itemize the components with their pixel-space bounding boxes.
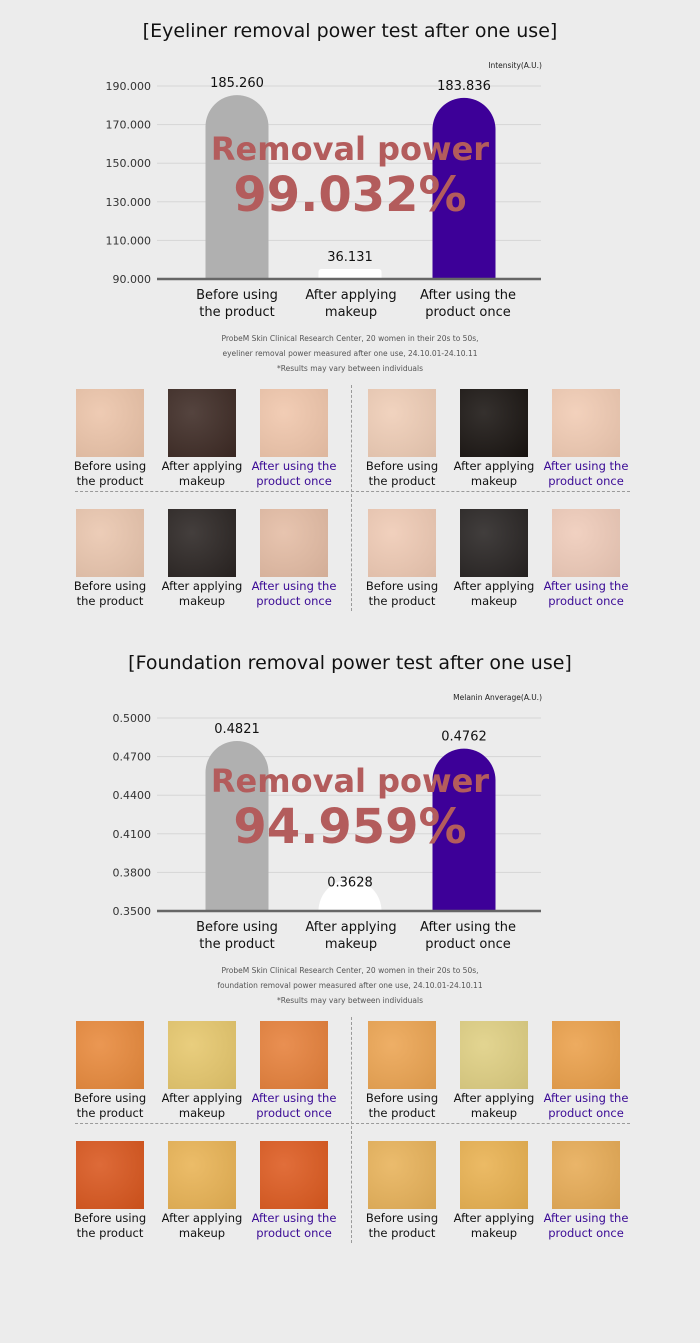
- photo-cell: [249, 509, 339, 609]
- caption-line: product once: [548, 474, 624, 488]
- photo-cell: [249, 1021, 339, 1121]
- caption-line: the product: [76, 594, 144, 608]
- photo-caption: [65, 459, 155, 489]
- photo-cell: [357, 1141, 447, 1241]
- caption-line: After applying: [161, 579, 243, 593]
- unit-label: Intensity(A.U.): [488, 61, 542, 70]
- caption-line: product once: [256, 474, 332, 488]
- photo-cell: [541, 389, 631, 489]
- photo-cell: [449, 1021, 539, 1121]
- caption-line: After using the: [543, 579, 629, 593]
- category-label-before: Before using the product: [196, 288, 278, 320]
- photo-cell: [357, 1021, 447, 1121]
- photo-caption: [157, 1211, 247, 1241]
- photo-cell: [157, 389, 247, 489]
- caption-line: After applying: [161, 459, 243, 473]
- makeup-photo: [460, 1141, 528, 1209]
- photo-cell: [249, 1141, 339, 1241]
- study-note: ProbeM Skin Clinical Research Center, 20 women in their 20s to 50s, eyeliner removal power measured after one use, 24.10.01-24.10.11 *Results may vary between individuals: [221, 334, 479, 373]
- caption-line: Before using: [73, 1211, 147, 1225]
- makeup-photo: [460, 1021, 528, 1089]
- caption-line: After applying: [161, 1091, 243, 1105]
- y-tick-label: 0.3800: [112, 866, 151, 880]
- y-tick-label: 190.000: [105, 80, 151, 93]
- caption-line: product once: [548, 1106, 624, 1120]
- photo-cell: [157, 509, 247, 609]
- photo-cell: [541, 1141, 631, 1241]
- photo-cell: [357, 509, 447, 609]
- photo-caption: [65, 1211, 155, 1241]
- removal-power-label: Removal power: [210, 130, 490, 168]
- bar-value-label: 0.4762: [441, 729, 487, 745]
- makeup-photo: [460, 389, 528, 457]
- before-photo: [76, 509, 144, 577]
- caption-line: After applying: [453, 579, 535, 593]
- photo-caption: [541, 1091, 631, 1121]
- photo-cell: [65, 1021, 155, 1121]
- caption-line: After using the: [543, 459, 629, 473]
- caption-line: product once: [256, 1226, 332, 1240]
- grid-vertical-divider: [351, 385, 352, 611]
- caption-line: After using the: [251, 459, 337, 473]
- grid-vertical-divider: [351, 1017, 352, 1243]
- caption-line: After using the: [251, 579, 337, 593]
- bar-after: [433, 98, 496, 279]
- photo-cell: [65, 389, 155, 489]
- photo-caption: [249, 459, 339, 489]
- before-photo: [368, 509, 436, 577]
- y-tick-label: 90.000: [112, 273, 151, 286]
- caption-line: the product: [368, 594, 436, 608]
- unit-label: Melanin Anverage(A.U.): [453, 693, 542, 702]
- bar-before: [206, 741, 269, 911]
- eyeliner-bar-chart: [0, 0, 700, 290]
- removal-power-label: Removal power: [210, 762, 490, 800]
- photo-caption: [449, 459, 539, 489]
- after-photo: [552, 509, 620, 577]
- makeup-photo: [168, 509, 236, 577]
- before-photo: [76, 1021, 144, 1089]
- photo-caption: [157, 1091, 247, 1121]
- photo-cell: [157, 1021, 247, 1121]
- after-photo: [260, 1021, 328, 1089]
- photo-caption: [449, 579, 539, 609]
- caption-line: makeup: [178, 594, 226, 608]
- bar-value-label: 0.4821: [214, 722, 260, 738]
- caption-line: After applying: [453, 1091, 535, 1105]
- after-photo: [260, 509, 328, 577]
- caption-line: the product: [76, 1106, 144, 1120]
- eyeliner-section: [0, 0, 700, 620]
- y-tick-label: 130.000: [105, 195, 151, 209]
- y-tick-label: 0.3500: [112, 905, 151, 918]
- after-photo: [260, 1141, 328, 1209]
- before-photo: [368, 1141, 436, 1209]
- section-title: [Foundation removal power test after one use]: [128, 652, 572, 674]
- photo-caption: [541, 459, 631, 489]
- grid-horizontal-divider: [75, 1123, 630, 1124]
- photo-caption: [249, 579, 339, 609]
- caption-line: After applying: [453, 459, 535, 473]
- caption-line: makeup: [178, 1106, 226, 1120]
- caption-line: After using the: [251, 1211, 337, 1225]
- makeup-photo: [168, 1141, 236, 1209]
- photo-caption: [541, 579, 631, 609]
- bar-value-label: 36.131: [327, 250, 373, 265]
- y-tick-label: 0.4700: [112, 750, 151, 764]
- caption-line: makeup: [470, 1106, 518, 1120]
- caption-line: Before using: [365, 1211, 439, 1225]
- caption-line: makeup: [178, 474, 226, 488]
- foundation-section: [0, 632, 700, 1252]
- caption-line: After using the: [543, 1211, 629, 1225]
- category-label-after: After using the product once: [420, 920, 516, 952]
- photo-cell: [449, 389, 539, 489]
- study-note: ProbeM Skin Clinical Research Center, 20 women in their 20s to 50s, foundation removal power measured after one use, 24.10.01-24.10.11 *Results may vary between individuals: [217, 966, 483, 1005]
- foundation-bar-chart: [0, 632, 700, 922]
- y-tick-label: 0.4100: [112, 827, 151, 841]
- caption-line: makeup: [470, 474, 518, 488]
- after-photo: [552, 1141, 620, 1209]
- photo-cell: [449, 509, 539, 609]
- caption-line: product once: [548, 1226, 624, 1240]
- before-photo: [368, 1021, 436, 1089]
- grid-horizontal-divider: [75, 491, 630, 492]
- bar-makeup: [319, 269, 382, 279]
- photo-cell: [157, 1141, 247, 1241]
- foundation-photo-grid: [65, 1017, 635, 1247]
- photo-caption: [157, 579, 247, 609]
- caption-line: Before using: [365, 579, 439, 593]
- caption-line: makeup: [470, 594, 518, 608]
- photo-cell: [449, 1141, 539, 1241]
- makeup-photo: [168, 1021, 236, 1089]
- category-label-makeup: After applying makeup: [305, 288, 397, 320]
- photo-cell: [357, 389, 447, 489]
- caption-line: Before using: [365, 1091, 439, 1105]
- category-label-makeup: After applying makeup: [305, 920, 397, 952]
- caption-line: After applying: [161, 1211, 243, 1225]
- y-tick-label: 0.4400: [112, 789, 151, 803]
- photo-caption: [449, 1211, 539, 1241]
- caption-line: the product: [368, 1226, 436, 1240]
- y-tick-label: 150.000: [105, 157, 151, 171]
- caption-line: After using the: [543, 1091, 629, 1105]
- caption-line: product once: [548, 594, 624, 608]
- photo-caption: [449, 1091, 539, 1121]
- caption-line: Before using: [73, 1091, 147, 1105]
- caption-line: Before using: [73, 579, 147, 593]
- caption-line: makeup: [470, 1226, 518, 1240]
- bar-value-label: 183.836: [437, 78, 491, 94]
- category-label-before: Before using the product: [196, 920, 278, 952]
- bar-value-label: 185.260: [210, 76, 264, 92]
- caption-line: product once: [256, 594, 332, 608]
- caption-line: the product: [76, 474, 144, 488]
- after-photo: [260, 389, 328, 457]
- bar-value-label: 0.3628: [327, 875, 373, 891]
- photo-caption: [357, 579, 447, 609]
- removal-power-value: 94.959%: [233, 799, 467, 855]
- photo-cell: [65, 509, 155, 609]
- removal-power-value: 99.032%: [233, 167, 467, 223]
- before-photo: [368, 389, 436, 457]
- photo-cell: [249, 389, 339, 489]
- photo-caption: [65, 1091, 155, 1121]
- photo-caption: [249, 1091, 339, 1121]
- photo-cell: [541, 1021, 631, 1121]
- bar-before: [206, 95, 269, 279]
- caption-line: the product: [368, 474, 436, 488]
- y-tick-label: 110.000: [105, 234, 151, 248]
- caption-line: After using the: [251, 1091, 337, 1105]
- y-tick-label: 0.5000: [112, 712, 151, 725]
- caption-line: the product: [368, 1106, 436, 1120]
- photo-caption: [65, 579, 155, 609]
- caption-line: Before using: [73, 459, 147, 473]
- caption-line: Before using: [365, 459, 439, 473]
- bar-after: [433, 749, 496, 911]
- eyeliner-photo-grid: [65, 385, 635, 615]
- y-tick-label: 170.000: [105, 118, 151, 132]
- caption-line: product once: [256, 1106, 332, 1120]
- section-title: [Eyeliner removal power test after one use]: [142, 20, 558, 42]
- photo-caption: [249, 1211, 339, 1241]
- caption-line: makeup: [178, 1226, 226, 1240]
- photo-caption: [357, 1091, 447, 1121]
- photo-caption: [357, 1211, 447, 1241]
- category-label-after: After using the product once: [420, 288, 516, 320]
- makeup-photo: [168, 389, 236, 457]
- after-photo: [552, 1021, 620, 1089]
- photo-cell: [541, 509, 631, 609]
- photo-caption: [157, 459, 247, 489]
- photo-caption: [541, 1211, 631, 1241]
- photo-cell: [65, 1141, 155, 1241]
- makeup-photo: [460, 509, 528, 577]
- before-photo: [76, 1141, 144, 1209]
- caption-line: After applying: [453, 1211, 535, 1225]
- caption-line: the product: [76, 1226, 144, 1240]
- photo-caption: [357, 459, 447, 489]
- after-photo: [552, 389, 620, 457]
- before-photo: [76, 389, 144, 457]
